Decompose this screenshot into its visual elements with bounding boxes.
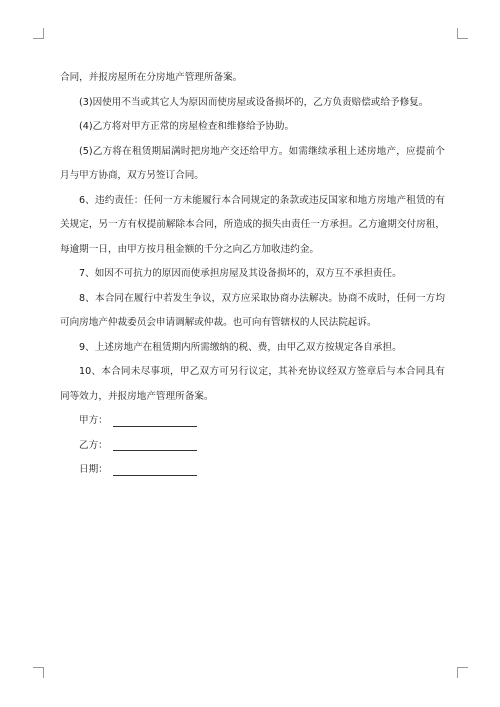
signature-party-a — [79, 409, 445, 434]
signature-date — [79, 458, 445, 483]
signature-label: 甲方： — [79, 415, 108, 426]
crop-mark-top-right — [457, 28, 468, 39]
paragraph-clause-4: (4)乙方将对甲方正常的房屋检查和维修给予协助。 — [79, 121, 295, 132]
paragraph-clause-3: (3)因使用不当或其它人为原因而使房屋或设备损坏的，乙方负责赔偿或给予修复。 — [79, 96, 429, 108]
crop-mark-top-left — [33, 28, 44, 39]
paragraph-force-majeure: 7、如因不可抗力的原因而使承担房屋及其设备损坏的，双方互不承担责任。 — [79, 268, 402, 279]
signature-line — [113, 426, 197, 427]
document-body — [60, 66, 445, 483]
signature-label: 日期： — [79, 464, 108, 475]
paragraph-breach-liability: 6、违约责任：任何一方未能履行本合同规定的条款或违反国家和地方房地产租赁的有关规定，另一方有权提前解除本合同，所造成的损失由责任一方承担。乙方逾期交付房租，每逾期一日，由甲方按月租金额的千分之向乙方加收违约金。 — [60, 194, 445, 255]
crop-mark-bottom-right — [457, 667, 468, 678]
paragraph-taxes-fees: 9、上述房地产在租赁期内所需缴纳的税、费，由甲乙双方按规定各自承担。 — [79, 341, 402, 353]
signature-line — [113, 475, 197, 476]
paragraph-supplementary: 10、本合同未尽事项，甲乙双方可另行议定，其补充协议经双方签章后与本合同具有同等效力，并报房地产管理所备案。 — [60, 366, 445, 402]
signature-party-b — [79, 434, 445, 459]
paragraph-dispute-resolution: 8、本合同在履行中若发生争议，双方应采取协商办法解决。协商不成时，任何一方均可向房地产仲裁委员会申请调解或仲裁。也可向有管辖权的人民法院起诉。 — [60, 292, 445, 328]
paragraph-clause-5: (5)乙方将在租赁期届满时把房地产交还给甲方。如需继续承租上述房地产，应提前个月与甲方协商，双方另签订合同。 — [60, 145, 445, 181]
crop-mark-bottom-left — [33, 667, 44, 678]
signature-label: 乙方： — [79, 439, 108, 451]
signature-line — [113, 450, 197, 451]
paragraph-continuation: 合同，并报房屋所在分房地产管理所备案。 — [60, 72, 243, 83]
